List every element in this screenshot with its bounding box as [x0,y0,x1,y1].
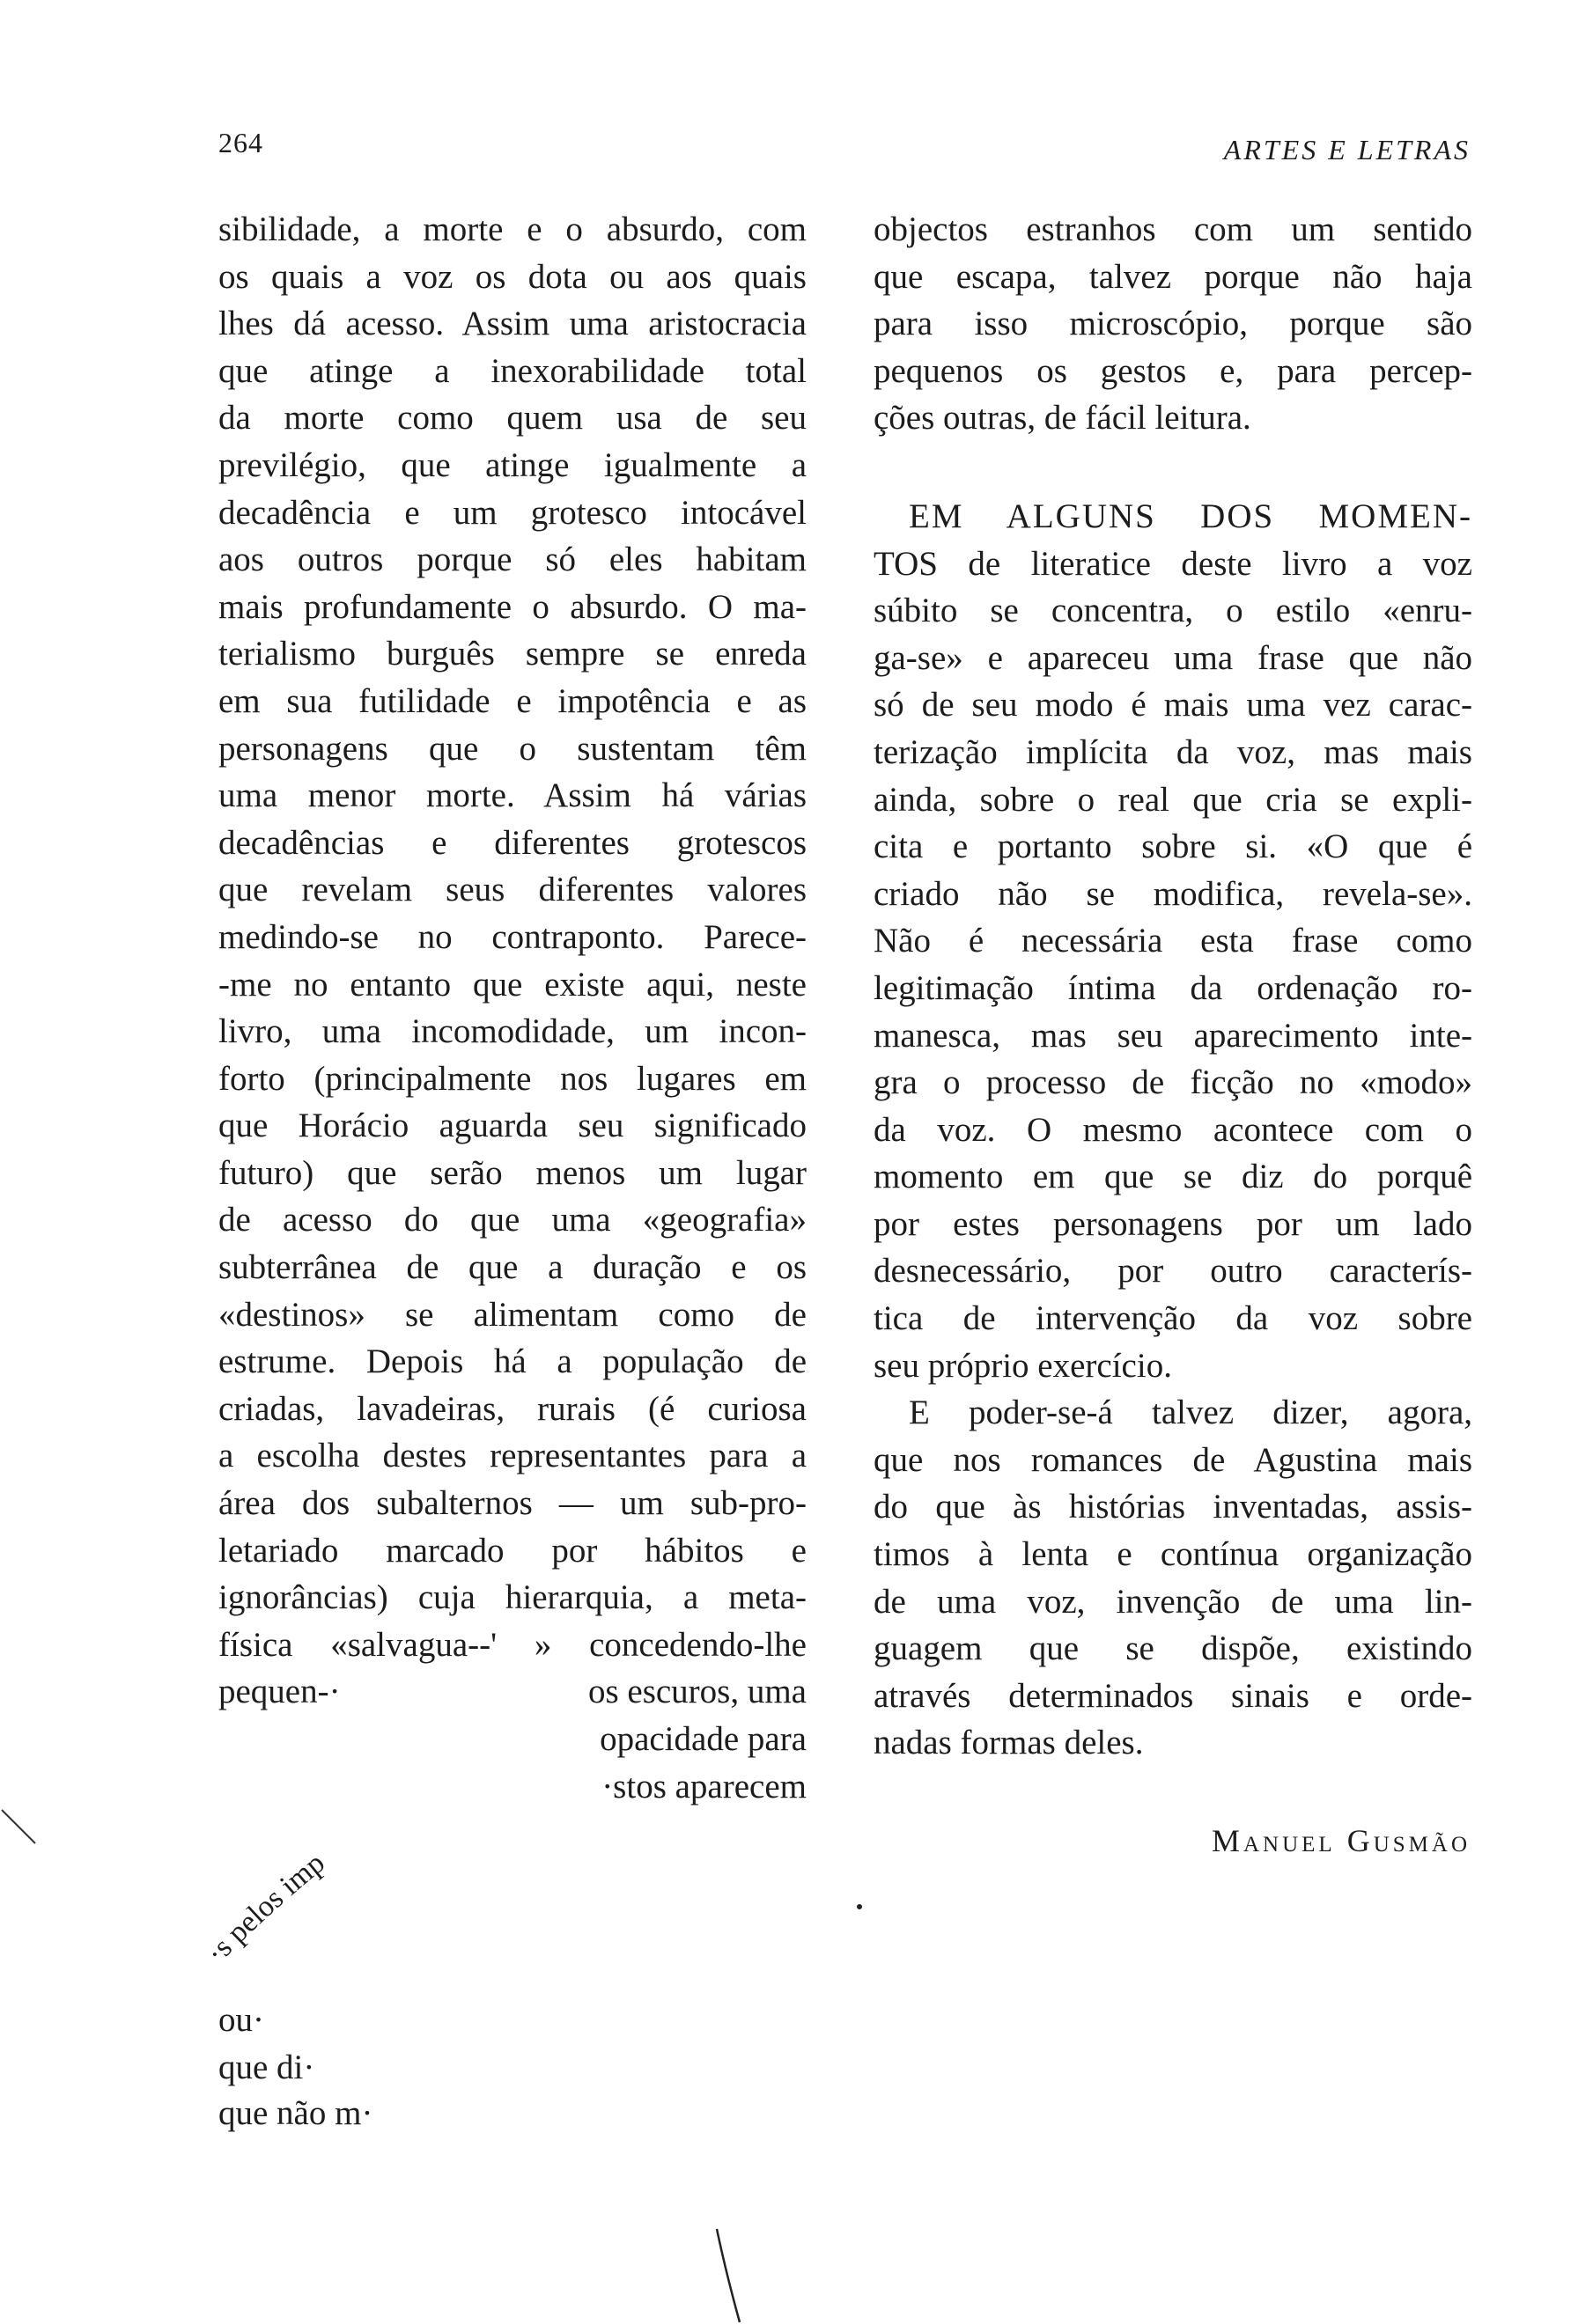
text-line: aos outros porque só eles habitam [218,541,807,579]
fragment-line: ou· [218,2001,264,2039]
fragment-line: que não m· [218,2094,373,2132]
text-line: futuro) que serão menos um lugar [218,1153,807,1192]
text-line: TOS de literatice deste livro a voz [874,544,1472,583]
text-line: através determinados sinais e orde- [874,1676,1472,1715]
author-signature: Manuel Gusmão [1211,1823,1471,1858]
damaged-line [218,1668,807,1716]
text-line: previlégio, que atinge igualmente a [218,445,807,484]
curved-fragment-text [200,1846,430,1998]
text-line: de uma voz, invenção de uma lin- [874,1582,1472,1621]
text-line: terização implícita da voz, mas mais [874,732,1472,771]
text-line: que atinge a inexorabilidade total [218,351,807,390]
text-line: súbito se concentra, o estilo «enru- [874,592,1472,630]
text-line: momento em que se diz do porquê [874,1158,1472,1196]
text-line: nadas formas deles. [874,1724,1144,1762]
fragment-line: que di· [218,2048,315,2086]
paragraph-gap [874,442,1472,493]
text-line: estrume. Depois há a população de [218,1342,807,1381]
text-line: ignorâncias) cuja hierarquia, a meta- [218,1578,807,1617]
text-line: lhes dá acesso. Assim uma aristocracia [218,305,807,343]
text-line: de acesso do que uma «geografia» [218,1201,807,1239]
running-head: ARTES E LETRAS [1223,134,1471,165]
text-line: decadência e um grotesco intocável [218,493,807,532]
text-line: tica de intervenção da voz sobre [874,1299,1472,1338]
text-line: por estes personagens por um lado [874,1204,1472,1243]
text-line: a escolha destes representantes para a [218,1437,807,1475]
text-line: que nos romances de Agustina mais [874,1440,1472,1479]
text-line: legitimação íntima da ordenação ro- [874,968,1472,1007]
text-line: «destinos» se alimentam como de [218,1295,807,1334]
text-line: manesca, mas seu aparecimento inte- [874,1016,1472,1055]
text-line: Não é necessária esta frase como [874,922,1472,960]
text-line: cita e portanto sobre si. «O que é [874,827,1472,866]
text-line: da voz. O mesmo acontece com o [874,1110,1472,1149]
text-line: medindo-se no contraponto. Parece- [218,917,807,956]
text-line: do que às histórias inventadas, assis- [874,1488,1472,1526]
page-number: 264 [218,127,263,158]
scan-mark [854,1901,866,1914]
text-line: ga-se» e apareceu uma frase que não [874,638,1472,677]
damaged-line: opacidade para [600,1720,807,1758]
text-line: em sua futilidade e impotência e as [218,681,807,720]
damaged-line-start: pequen‑· [218,1673,341,1711]
right-column [874,206,1472,1767]
text-line: forto (principalmente nos lugares em [218,1059,807,1098]
text-line: guagem que se dispõe, existindo [874,1629,1472,1668]
scan-mark [713,2227,748,2324]
text-line: seu próprio exercício. [874,1346,1172,1385]
damaged-line-end: os escuros, uma [587,1673,807,1711]
text-line: E poder-se-á talvez dizer, agora, [909,1394,1472,1432]
text-line: que revelam seus diferentes valores [218,871,807,909]
text-line: terialismo burguês sempre se enreda [218,635,807,673]
text-line: personagens que o sustentam têm [218,729,807,768]
section-opening-line: EM ALGUNS DOS MOMEN- [909,496,1472,535]
scan-mark [0,1805,53,1857]
torn-fragments [200,1846,430,2132]
text-line: área dos subalternos — um sub-pro- [218,1484,807,1523]
text-line: só de seu modo é mais uma vez carac- [874,686,1472,724]
text-line: mais profundamente o absurdo. O ma- [218,587,807,626]
text-line: ainda, sobre o real que cria se expli- [874,780,1472,819]
text-line: física «salvagua‑‑' » concedendo-lhe [218,1625,807,1664]
text-line: da morte como quem usa de seu [218,399,807,438]
text-line: sibilidade, a morte e o absurdo, com [218,210,807,248]
text-line: uma menor morte. Assim há várias [218,776,807,815]
text-line: criado não se modifica, revela-se». [874,874,1472,913]
text-line: pequenos os gestos e, para percep- [874,351,1472,390]
text-line: livro, uma incomodidade, um incon- [218,1012,807,1051]
text-line: -me no entanto que existe aqui, neste [218,965,807,1004]
text-line: timos à lenta e contínua organização [874,1535,1472,1574]
damaged-line: ·stos aparecem [601,1767,807,1806]
text-line: que Horácio aguarda seu significado [218,1107,807,1145]
text-line: gra o processo de ficção no «modo» [874,1063,1472,1102]
text-line: desnecessário, por outro caracterís- [874,1252,1472,1291]
left-column [218,206,807,1810]
text-line: decadências e diferentes grotescos [218,823,807,862]
text-line: os quais a voz os dota ou aos quais [218,257,807,296]
text-line: ções outras, de fácil leitura. [874,399,1251,438]
curved-fragment: ·s pelos impos- [200,1846,331,1970]
text-line: que escapa, talvez porque não haja [874,257,1472,296]
text-line: subterrânea de que a duração e os [218,1248,807,1287]
text-line: letariado marcado por hábitos e [218,1531,807,1570]
text-line: criadas, lavadeiras, rurais (é curiosa [218,1389,807,1428]
text-line: para isso microscópio, porque são [874,305,1472,343]
svg-text:·s pelos impos- [200,1847,331,1970]
text-line: objectos estranhos com um sentido [874,210,1472,248]
